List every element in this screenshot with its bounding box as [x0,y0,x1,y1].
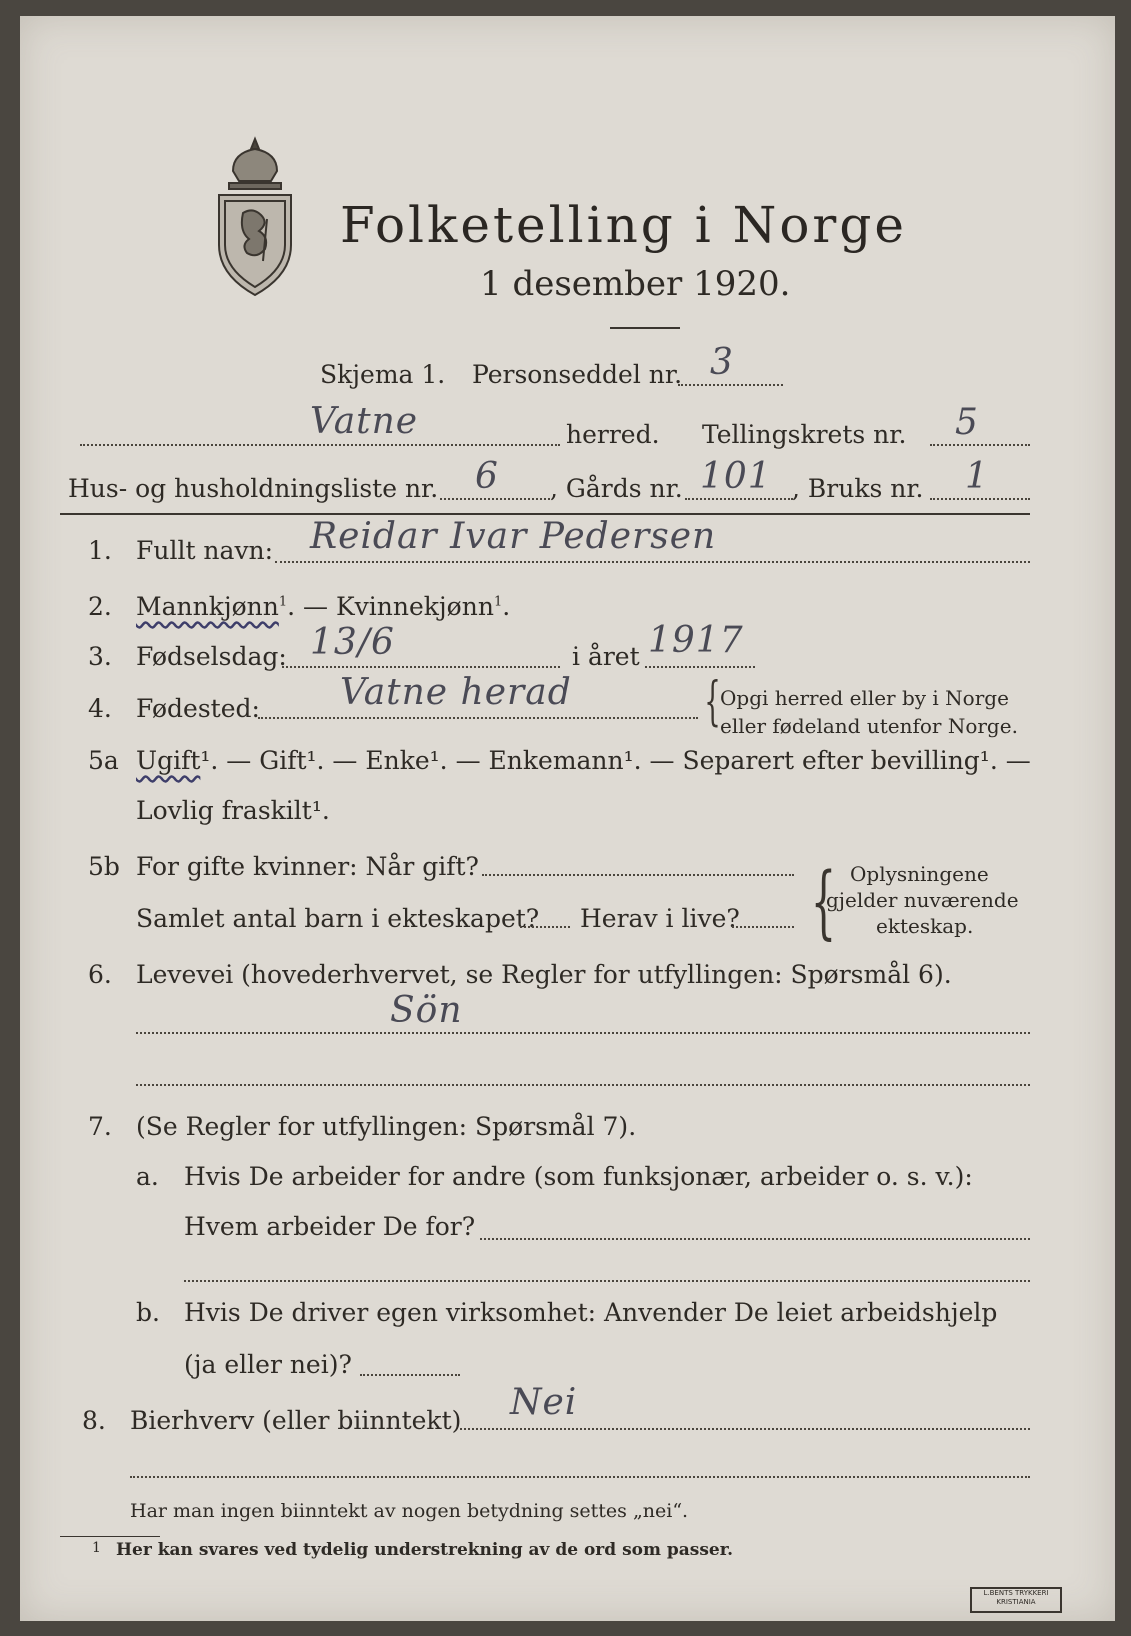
q7-label: (Se Regler for utfyllingen: Spørsmål 7). [136,1112,637,1141]
q5b-number: 5b [88,852,120,881]
hus-line [440,498,550,500]
q5b-brace: { [810,855,837,948]
printer-stamp: L.BENTS TRYKKERI KRISTIANIA [970,1587,1062,1613]
q5a-options [136,746,1031,775]
q4-brace: { [704,672,721,732]
q6-number: 6. [88,960,112,989]
q7a-line2: Hvem arbeider De for? [184,1212,476,1241]
occupation-line-1 [136,1032,1030,1034]
q7b-letter: b. [136,1298,160,1327]
q7-number: 7. [88,1112,112,1141]
personseddel-line [678,384,783,386]
occupation-value[interactable]: Sön [390,990,463,1031]
hus-value[interactable]: 6 [475,456,499,497]
birthplace-value[interactable]: Vatne herad [340,672,572,713]
bruks-line [930,498,1030,500]
q2-number: 2. [88,592,112,621]
q3-number: 3. [88,642,112,671]
gards-line [685,498,793,500]
q2-footnote-mark-2: 1 [493,594,503,610]
tellingskrets-label: Tellingskrets nr. [702,420,907,449]
male-option[interactable]: Mannkjønn [136,592,279,621]
year-label: i året [572,642,640,671]
q5b-note-line1: Oplysningene [850,862,989,886]
birthplace-line [258,717,698,719]
q7a-letter: a. [136,1162,159,1191]
q5a-number: 5a [88,746,119,775]
footnote-number: 1 [92,1540,101,1556]
hus-label: Hus- og husholdningsliste nr. [68,474,439,503]
q5b-line1: For gifte kvinner: Når gift? [136,852,479,881]
q5a-other-options: ¹. — Gift¹. — Enke¹. — Enkemann¹. — Separert efter bevilling¹. — [200,746,1031,775]
occupation-line-2 [136,1084,1030,1086]
employer-line-1 [480,1238,1030,1240]
personseddel-label: Personseddel nr. [472,360,683,389]
census-date: 1 desember 1920. [480,264,791,304]
children-count-line [520,926,570,928]
q1-number: 1. [88,536,112,565]
form-title: Folketelling i Norge [340,196,907,254]
q4-note-line2: eller fødeland utenfor Norge. [720,714,1018,738]
schema-label: Skjema 1. [320,360,446,389]
q6-label: Levevei (hovederhvervet, se Regler for utfyllingen: Spørsmål 6). [136,960,952,989]
q4-note-line1: Opgi herred eller by i Norge [720,686,1009,710]
q4-number: 4. [88,694,112,723]
q2-footnote-mark: 1 [278,594,288,610]
q5b-note-line3: ekteskap. [876,914,974,938]
birthday-value[interactable]: 13/6 [310,622,395,663]
footnote-divider [60,1536,160,1537]
female-option[interactable]: Kvinnekjønn [335,592,494,621]
tellingskrets-line [930,444,1030,446]
full-name-value[interactable]: Reidar Ivar Pedersen [310,516,717,557]
q2-separator: . — [287,592,336,621]
birth-year-value[interactable]: 1917 [648,620,744,661]
q8-label: Bierhverv (eller biinntekt) [130,1406,462,1435]
bruks-label: , Bruks nr. [792,474,924,503]
norwegian-coat-of-arms-icon [205,131,305,301]
header-divider [60,513,1030,515]
side-income-note: Har man ingen biinntekt av nogen betydning settes „nei“. [130,1500,689,1522]
q2-sex-options [136,592,510,621]
year-line [645,666,755,668]
birthday-line [282,666,560,668]
q2-end: . [502,592,511,621]
footnote-text: Her kan svares ved tydelig understrekning av de ord som passer. [116,1540,734,1560]
q5b-line2b: Herav i live? [580,904,740,933]
tellingskrets-value[interactable]: 5 [955,402,979,443]
gards-value[interactable]: 101 [700,456,772,497]
q7a-line1: Hvis De arbeider for andre (som funksjonær, arbeider o. s. v.): [184,1162,973,1191]
title-divider [610,327,680,329]
married-when-line [482,874,794,876]
hired-help-line [360,1374,460,1376]
q1-line [275,561,1030,563]
herred-value[interactable]: Vatne [310,401,419,442]
side-income-line-2 [130,1476,1030,1478]
census-form-page [20,16,1115,1621]
herred-label: herred. [566,420,660,449]
side-income-value[interactable]: Nei [510,1382,578,1423]
q8-number: 8. [82,1406,106,1435]
q1-label: Fullt navn: [136,536,274,565]
q5b-note-line2: gjelder nuværende [826,888,1019,912]
q4-label: Fødested: [136,694,260,723]
q3-label: Fødselsdag: [136,642,287,671]
q5b-line2a: Samlet antal barn i ekteskapet? [136,904,540,933]
bruks-value[interactable]: 1 [965,456,989,497]
q7b-line2: (ja eller nei)? [184,1350,352,1379]
gards-label: , Gårds nr. [550,474,683,503]
children-alive-line [732,926,794,928]
q7b-line1: Hvis De driver egen virksomhet: Anvender De leiet arbeidshjelp [184,1298,998,1327]
q5a-line2: Lovlig fraskilt¹. [136,796,330,825]
personseddel-value[interactable]: 3 [710,342,734,383]
herred-line [80,444,560,446]
side-income-line [460,1428,1030,1430]
employer-line-2 [184,1280,1030,1282]
ugift-option[interactable]: Ugift [136,746,201,775]
